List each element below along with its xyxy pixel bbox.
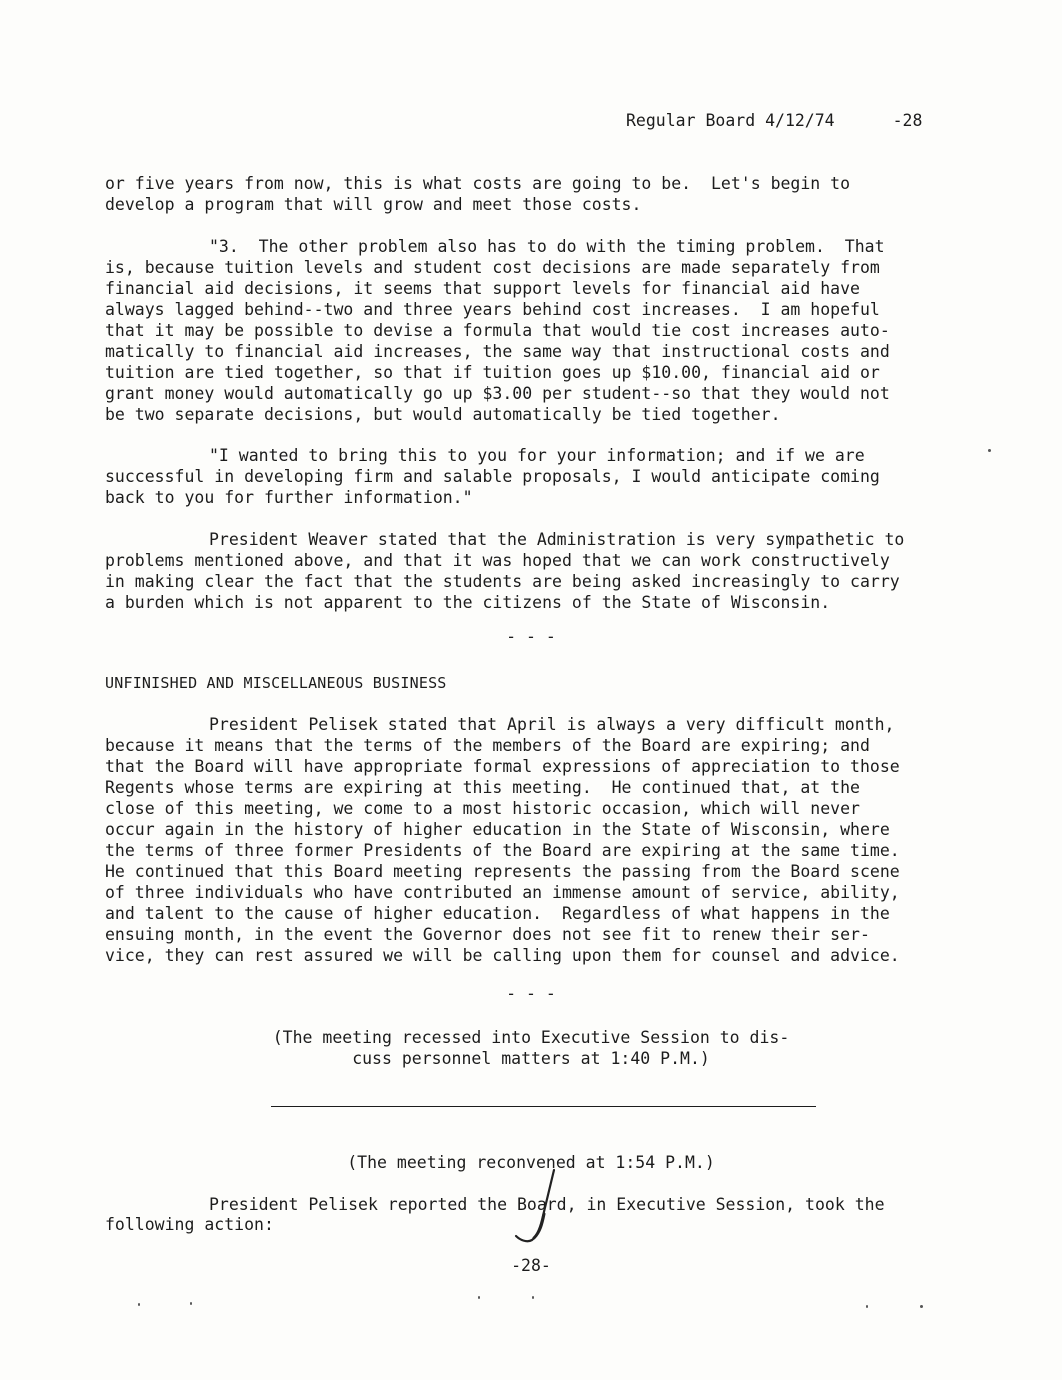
- recess-note-line: cuss personnel matters at 1:40 P.M.): [352, 1049, 710, 1068]
- text-line: President Weaver stated that the Administration is very sympathetic to: [209, 530, 905, 549]
- scan-speck: [138, 1303, 140, 1306]
- scan-speck: [920, 1305, 923, 1308]
- text-line: the terms of three former Presidents of the Board are expiring at the same time.: [105, 841, 900, 860]
- text-line: because it means that the terms of the members of the Board are expiring; and: [105, 736, 870, 755]
- handwritten-check-mark: [510, 1168, 566, 1248]
- text-line: President Pelisek stated that April is always a very difficult month,: [209, 715, 895, 734]
- text-line: be two separate decisions, but would automatically be tied together.: [105, 405, 781, 424]
- text-line: in making clear the fact that the students are being asked increasingly to carry: [105, 572, 900, 591]
- scan-speck: [988, 449, 991, 452]
- text-line: that it may be possible to devise a formula that would tie cost increases auto-: [105, 321, 890, 340]
- text-line: ensuing month, in the event the Governor does not see fit to renew their ser-: [105, 925, 870, 944]
- scan-speck: [866, 1305, 868, 1308]
- scan-speck: [190, 1302, 192, 1305]
- text-line: or five years from now, this is what costs are going to be. Let's begin to: [105, 174, 851, 193]
- text-line: of three individuals who have contributed an immense amount of service, ability,: [105, 883, 900, 902]
- text-line: He continued that this Board meeting represents the passing from the Board scene: [105, 862, 900, 881]
- page-number: -28-: [511, 1256, 551, 1275]
- text-line: financial aid decisions, it seems that support levels for financial aid have: [105, 279, 860, 298]
- text-line: vice, they can rest assured we will be calling upon them for counsel and advice.: [105, 946, 900, 965]
- text-line: a burden which is not apparent to the citizens of the State of Wisconsin.: [105, 593, 831, 612]
- text-line: "3. The other problem also has to do with the timing problem. That: [209, 237, 885, 256]
- reconvene-note: (The meeting reconvened at 1:54 P.M.): [347, 1153, 715, 1172]
- text-line: occur again in the history of higher education in the State of Wisconsin, where: [105, 820, 890, 839]
- text-line: is, because tuition levels and student cost decisions are made separately from: [105, 258, 880, 277]
- header-title: Regular Board 4/12/74: [626, 111, 835, 130]
- scan-speck: [478, 1296, 480, 1299]
- text-line: and talent to the cause of higher education. Regardless of what happens in the: [105, 904, 890, 923]
- text-line: problems mentioned above, and that it was hoped that we can work constructively: [105, 551, 890, 570]
- text-line: back to you for further information.": [105, 488, 473, 507]
- header-page-ref: -28: [892, 111, 923, 130]
- text-line: close of this meeting, we come to a most historic occasion, which will never: [105, 799, 860, 818]
- text-line: successful in developing firm and salable proposals, I would anticipate coming: [105, 467, 880, 486]
- text-line: that the Board will have appropriate formal expressions of appreciation to those: [105, 757, 900, 776]
- text-line: Regents whose terms are expiring at this meeting. He continued that, at the: [105, 778, 860, 797]
- page-header: [626, 111, 922, 130]
- scan-speck: [532, 1296, 534, 1299]
- text-line: matically to financial aid increases, the same way that instructional costs and: [105, 342, 890, 361]
- section-separator: - - -: [506, 627, 556, 646]
- section-heading: UNFINISHED AND MISCELLANEOUS BUSINESS: [105, 674, 447, 692]
- text-line: President Pelisek reported the Board, in Executive Session, took the: [209, 1195, 885, 1214]
- section-separator: - - -: [506, 984, 556, 1003]
- text-line: grant money would automatically go up $3.00 per student--so that they would not: [105, 384, 890, 403]
- text-line: following action:: [105, 1215, 274, 1234]
- text-line: tuition are tied together, so that if tuition goes up $10.00, financial aid or: [105, 363, 880, 382]
- recess-note-line: (The meeting recessed into Executive Session to dis-: [272, 1028, 790, 1047]
- text-line: "I wanted to bring this to you for your information; and if we are: [209, 446, 865, 465]
- text-line: develop a program that will grow and meet those costs.: [105, 195, 642, 214]
- horizontal-rule: [271, 1106, 816, 1107]
- text-line: always lagged behind--two and three years behind cost increases. I am hopeful: [105, 300, 880, 319]
